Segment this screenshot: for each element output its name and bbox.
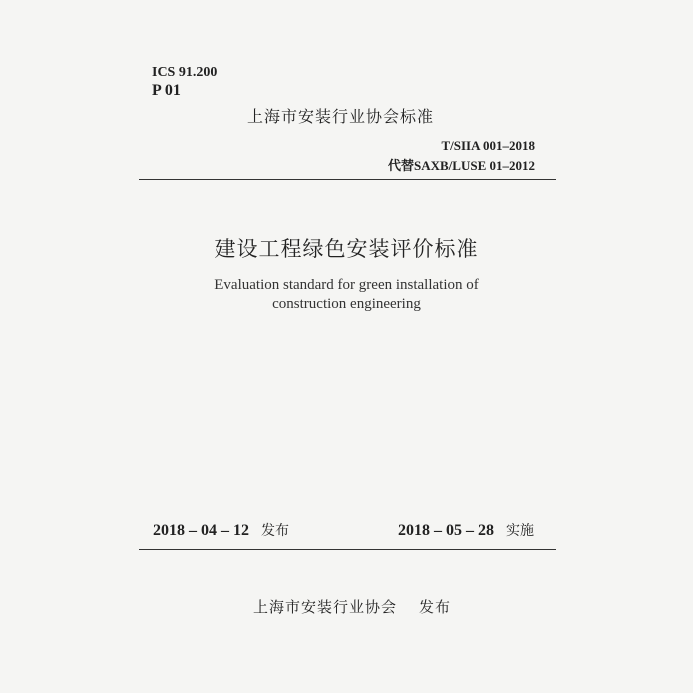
publish-date-block <box>153 520 289 540</box>
standard-number: T/SIIA 001–2018 <box>441 138 535 153</box>
publish-label: 发布 <box>261 523 289 539</box>
ics-code: ICS 91.200 <box>152 65 218 80</box>
implement-label: 实施 <box>506 523 534 539</box>
implement-date-block <box>398 520 534 540</box>
issuer-label: 发布 <box>419 598 452 616</box>
bottom-divider <box>139 549 556 550</box>
top-divider <box>139 179 556 180</box>
title-english-line-1: Evaluation standard for green installation of <box>214 277 479 293</box>
publish-date: 2018 – 04 – 12 <box>153 522 249 539</box>
implement-date: 2018 – 05 – 28 <box>398 522 494 539</box>
title-english <box>0 276 693 314</box>
title-chinese: 建设工程绿色安装评价标准 <box>214 237 479 261</box>
replaces-standard: 代替SAXB/LUSE 01–2012 <box>388 158 535 173</box>
classification-code: P 01 <box>152 82 181 99</box>
association-standard-heading: 上海市安装行业协会标准 <box>247 107 435 126</box>
issuer-block <box>253 596 451 617</box>
title-english-line-2: construction engineering <box>272 296 421 312</box>
issuer-name: 上海市安装行业协会 <box>253 598 398 616</box>
